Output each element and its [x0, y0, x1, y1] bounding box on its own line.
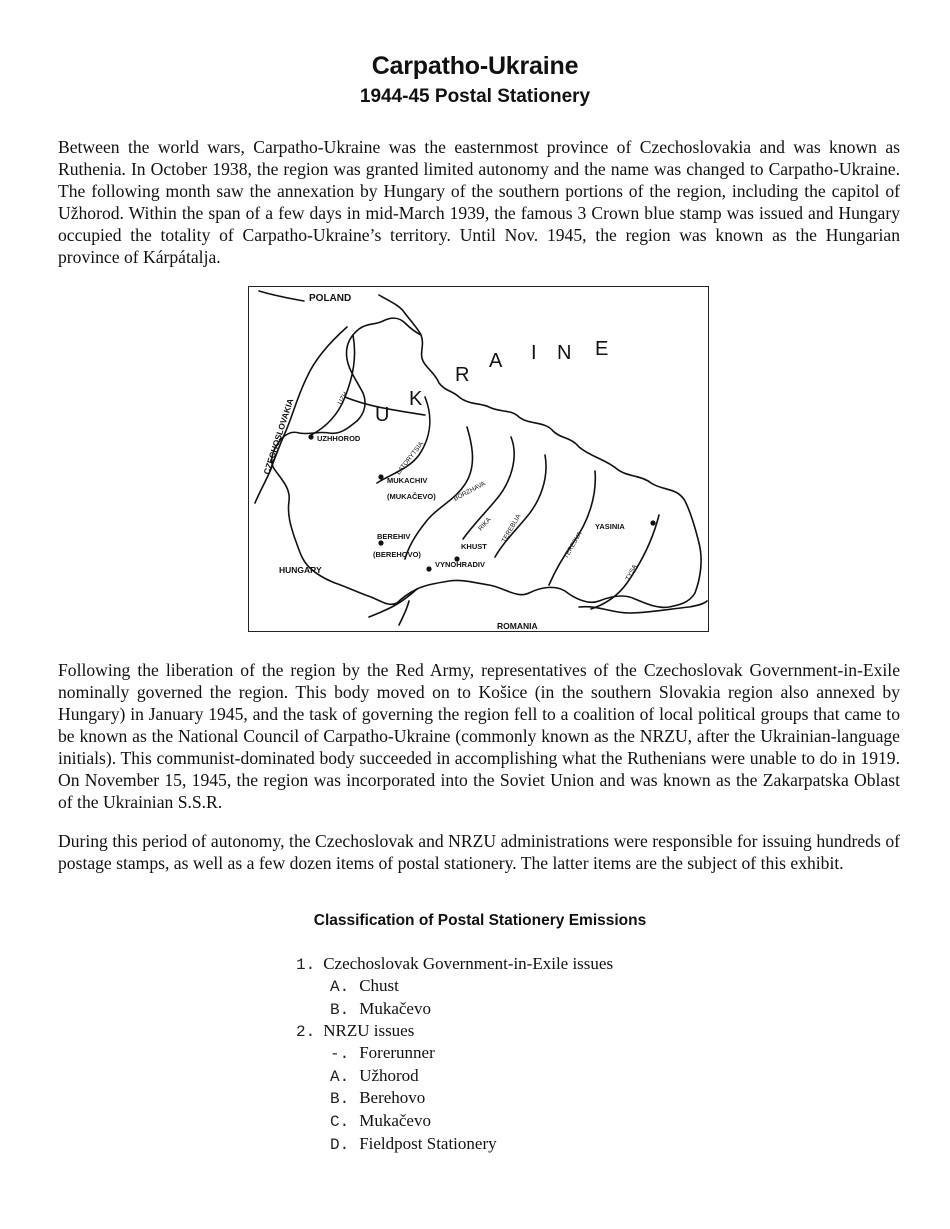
map-label-uzhhorod: UZHHOROD: [317, 434, 361, 443]
map-label-vynohradiv: VYNOHRADIV: [435, 560, 486, 569]
map-label-river-rika: RIKA: [477, 516, 493, 533]
outline-item: [330, 998, 431, 1020]
classification-heading: Classification of Postal Stationery Emissions: [313, 912, 647, 929]
map-label-ukraine-k: K: [409, 388, 423, 410]
town-marker-uzhhorod: [308, 434, 313, 439]
map-label-ukraine-n: N: [557, 342, 572, 364]
map-label-berehiv: BEREHIV: [377, 532, 411, 541]
map-label-mukacevo: (MUKAČEVO): [387, 492, 436, 501]
town-marker-berehiv: [378, 540, 383, 545]
map-label-mukachiv: MUKACHIV: [387, 476, 428, 485]
outline-number: A.: [330, 978, 350, 996]
river-uzh-line: [311, 335, 355, 435]
outline-item: [330, 1110, 431, 1132]
outline-text: Chust: [359, 976, 399, 995]
outline-text: NRZU issues: [323, 1021, 415, 1040]
outline-item: [296, 953, 613, 975]
outline-item: [330, 1065, 419, 1087]
map-label-river-uzh: UZH: [336, 390, 350, 406]
outline-text: Fieldpost Stationery: [359, 1134, 497, 1153]
outline-number: B.: [330, 1001, 350, 1019]
outline-text: Forerunner: [359, 1043, 435, 1062]
outline-text: Užhorod: [359, 1066, 419, 1085]
outline-text: Berehovo: [359, 1088, 426, 1107]
outline-text: Mukačevo: [359, 999, 431, 1018]
outline-number: 1.: [296, 956, 316, 974]
region-map: [248, 286, 709, 632]
outline-number: -.: [330, 1045, 350, 1063]
outline-number: A.: [330, 1068, 350, 1086]
map-label-ukraine-a: A: [489, 350, 503, 372]
outline-item: [330, 1087, 425, 1109]
border-region-outline: [272, 318, 701, 607]
border-czechoslovakia: [255, 327, 347, 503]
map-label-river-latorytsia: LATORYTSIA: [395, 440, 426, 477]
map-label-poland: POLAND: [309, 293, 352, 304]
map-label-ukraine-e: E: [595, 338, 609, 360]
map-label-khust: KHUST: [461, 542, 487, 551]
map-label-river-borzhava: BORZHAVA: [452, 480, 487, 503]
page-title: Carpatho-Ukraine: [371, 52, 579, 80]
outline-item: [330, 1133, 497, 1155]
map-label-czechoslovakia: CZECHOSLOVAKIA: [261, 397, 296, 476]
outline-item: [296, 1020, 414, 1042]
river-teresva-line: [549, 471, 595, 585]
intro-paragraph: Between the world wars, Carpatho-Ukraine was the easternmost province of Czechoslovakia and was known as Ruthenia. In October 1938, the region was granted limited autonomy and the name was changed to Carpatho-Ukraine. The following month saw the annexation by Hungary of the southern portions of the region, including the capitol of Užhorod. Within the span of a few days in mid-March 1939, the famous 3 Crown blue stamp was issued and Hungary occupied the totality of Carpatho-Ukraine’s territory. Until Nov. 1945, the region was known as the Hungarian province of Kárpátalja.: [58, 137, 900, 267]
autonomy-paragraph: During this period of autonomy, the Czechoslovak and NRZU administrations were responsible for issuing hundreds of postage stamps, as well as a few dozen items of postal stationery. The latter items are the subject of this exhibit.: [58, 831, 900, 873]
map-label-hungary: HUNGARY: [279, 565, 322, 575]
map-label-romania: ROMANIA: [497, 621, 538, 631]
liberation-paragraph: Following the liberation of the region by the Red Army, representatives of the Czechoslovak Government-in-Exile nominally governed the region. This body moved on to Košice (in the southern Slovakia region also annexed by Hungary) in January 1945, and the task of governing the region fell to a coalition of local political groups that came to be known as the National Council of Carpatho-Ukraine (commonly known as the NRZU, after the Ukrainian-language initials). This communist-dominated body succeeded in accomplishing what the Ruthenians were unable to do in 1919. On November 15, 1945, the region was incorporated into the Soviet Union and was known as the Zakarpatska Oblast of the Ukrainian S.S.R.: [58, 660, 900, 812]
town-marker-yasinia: [650, 520, 655, 525]
outline-item: [330, 975, 399, 997]
map-label-river-tysa: TYSA: [624, 563, 639, 582]
outline-text: Czechoslovak Government-in-Exile issues: [323, 954, 614, 973]
map-label-river-teresva: TERESVA: [562, 530, 584, 560]
town-marker-vynohradiv: [426, 566, 431, 571]
town-marker-mukachiv: [378, 474, 383, 479]
outline-number: C.: [330, 1113, 350, 1131]
map-drawing: [249, 287, 710, 633]
outline-number: B.: [330, 1090, 350, 1108]
map-label-yasinia: YASINIA: [595, 522, 625, 531]
map-label-ukraine-r: R: [455, 364, 470, 386]
outline-number: D.: [330, 1136, 350, 1154]
outline-number: 2.: [296, 1023, 316, 1041]
border-romania: [369, 589, 707, 617]
outline-item: [330, 1042, 435, 1064]
map-label-ukraine-u: U: [375, 404, 390, 426]
map-label-berehovo: (BEREHOVO): [373, 550, 421, 559]
map-label-river-tereblia: TEREBLIA: [500, 513, 523, 544]
outline-text: Mukačevo: [359, 1111, 431, 1130]
map-label-ukraine-i: I: [531, 342, 537, 364]
page-subtitle: 1944-45 Postal Stationery: [359, 86, 591, 107]
